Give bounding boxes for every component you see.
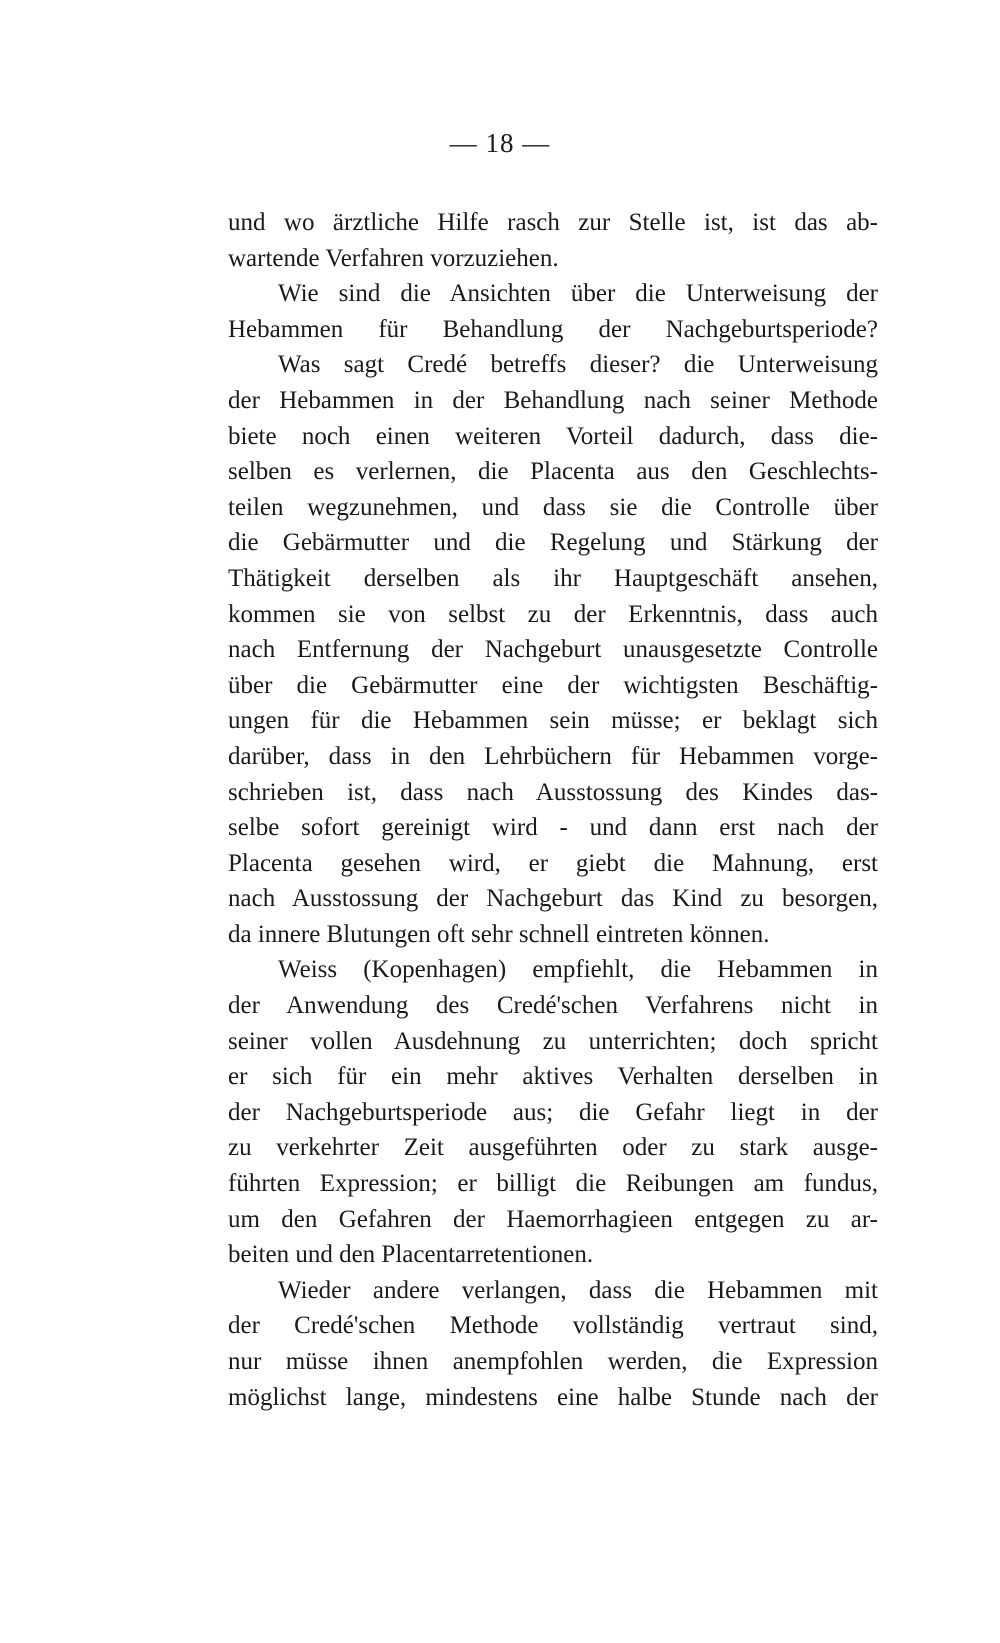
text-line: schrieben ist, dass nach Ausstossung des Kindes das- (228, 778, 878, 806)
text-line: kommen sie von selbst zu der Erkenntnis, dass auch (228, 600, 878, 628)
text-line: Placenta gesehen wird, er giebt die Mahnung, erst (228, 849, 878, 877)
text-line: die Gebärmutter und die Regelung und Stärkung der (228, 529, 878, 557)
text-line: teilen wegzunehmen, und dass sie die Controlle über (228, 493, 878, 521)
text-line: er sich für ein mehr aktives Verhalten derselben in (228, 1063, 878, 1091)
text-line: da innere Blutungen oft sehr schnell eintreten können. (228, 920, 770, 948)
text-line: der Hebammen in der Behandlung nach seiner Methode (228, 386, 878, 414)
text-line: ungen für die Hebammen sein müsse; er beklagt sich (228, 707, 878, 735)
text-line: Wieder andere verlangen, dass die Hebammen mit (278, 1276, 878, 1304)
text-line: darüber, dass in den Lehrbüchern für Hebammen vorge- (228, 742, 878, 770)
text-line: Hebammen für Behandlung der Nachgeburtsperiode? (228, 315, 878, 343)
text-line: zu verkehrter Zeit ausgeführten oder zu stark ausge- (228, 1134, 878, 1162)
text-line: um den Gefahren der Haemorrhagieen entgegen zu ar- (228, 1205, 878, 1233)
text-line: biete noch einen weiteren Vorteil dadurch, dass die- (228, 422, 878, 450)
text-line: selben es verlernen, die Placenta aus den Geschlechts- (228, 458, 878, 486)
text-line: nach Entfernung der Nachgeburt unausgesetzte Controlle (228, 636, 878, 664)
text-line: Thätigkeit derselben als ihr Hauptgeschäft ansehen, (228, 564, 878, 592)
text-line: beiten und den Placentarretentionen. (228, 1241, 594, 1269)
text-line: der Nachgeburtsperiode aus; die Gefahr liegt in der (228, 1098, 878, 1126)
text-line: der Credé'schen Methode vollständig vertraut sind, (228, 1312, 878, 1340)
text-line: nach Ausstossung der Nachgeburt das Kind zu besorgen, (228, 885, 878, 913)
body-text (228, 205, 878, 1415)
text-line: nur müsse ihnen anempfohlen werden, die Expression (228, 1348, 878, 1375)
text-line: Was sagt Credé betreffs dieser? die Unterweisung (278, 351, 878, 379)
text-line: führten Expression; er billigt die Reibungen am fundus, (228, 1170, 878, 1198)
text-line: selbe sofort gereinigt wird - und dann erst nach der (228, 814, 878, 842)
text-line: Wie sind die Ansichten über die Unterweisung der (278, 280, 878, 308)
text-line: seiner vollen Ausdehnung zu unterrichten; doch spricht (228, 1027, 878, 1055)
text-line: und wo ärztliche Hilfe rasch zur Stelle ist, ist das ab- (228, 209, 878, 236)
text-line: über die Gebärmutter eine der wichtigsten Beschäftig- (228, 671, 878, 699)
text-line: wartende Verfahren vorzuziehen. (228, 244, 559, 272)
text-line: Weiss (Kopenhagen) empfiehlt, die Hebammen in (278, 956, 878, 984)
page-number: — 18 — (449, 128, 551, 158)
text-line: der Anwendung des Credé'schen Verfahrens nicht in (228, 992, 878, 1020)
text-line: möglichst lange, mindestens eine halbe Stunde nach der (228, 1383, 878, 1411)
